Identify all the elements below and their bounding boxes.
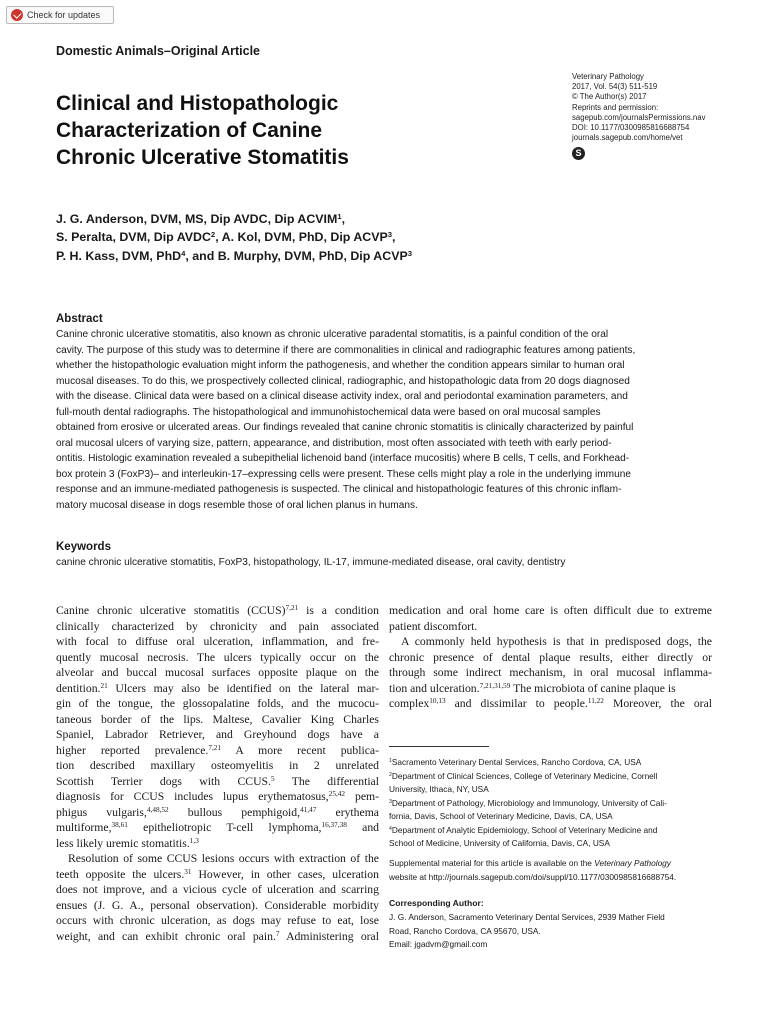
text-run: Resolution of some CCUS lesions occurs with extraction of the <box>68 852 379 865</box>
citation-superscript: 5 <box>270 774 275 783</box>
text-run: weight, and can exhibit chronic oral pain. <box>56 929 276 943</box>
text-run: taneous border of the lips. Maltese, Cavalier King Charles <box>56 712 379 726</box>
body-text-line <box>389 696 712 712</box>
text-line <box>389 770 714 784</box>
text-line <box>56 210 616 228</box>
text-run: University, Ithaca, NY, USA <box>389 784 489 794</box>
text-line: J. G. Anderson, Sacramento Veterinary Dental Services, 2939 Mather Field <box>389 912 665 922</box>
body-text-line <box>56 836 379 852</box>
text-line <box>389 824 714 838</box>
body-text-line <box>56 789 379 805</box>
footnote-divider <box>389 746 489 747</box>
text-run: quently mucosal necrosis. The ulcers typically occur on the <box>56 650 379 664</box>
permissions-link[interactable]: sagepub.com/journalsPermissions.nav <box>572 112 706 122</box>
citation-superscript: 16,37,38 <box>321 821 347 830</box>
text-line <box>389 837 714 851</box>
text-run: tion and ulceration. <box>389 681 480 695</box>
body-text-line <box>56 743 379 759</box>
text-run: Administering oral <box>279 929 379 943</box>
text-run: The microbiota of canine plaque is <box>510 681 676 695</box>
reprints-label: Reprints and permission: <box>572 102 659 112</box>
citation-superscript: 7 <box>275 929 280 938</box>
text-run: higher reported prevalence. <box>56 743 209 757</box>
check-circle-icon <box>11 9 23 21</box>
citation-superscript: 11,22 <box>587 697 604 706</box>
title-line: Characterization of Canine <box>56 119 323 142</box>
body-text-line <box>389 650 712 666</box>
text-line: cavity. The purpose of this study was to determine if there are commonalities in clinical and radiographic features among patients, <box>56 344 636 356</box>
text-run: Sacramento Veterinary Dental Services, Rancho Cordova, CA, USA <box>391 757 642 767</box>
body-text-line <box>56 820 379 836</box>
body-text-line <box>56 727 379 743</box>
abstract-text <box>56 327 714 513</box>
text-line <box>56 228 616 246</box>
text-run: , A. Kol, DVM, PhD, Dip ACVP <box>215 230 388 245</box>
text-run: Moreover, the oral <box>603 697 712 710</box>
body-column-right <box>389 603 712 712</box>
citation-superscript: 1 <box>389 758 392 765</box>
journal-info <box>572 72 705 160</box>
text-run: erythema <box>316 805 379 819</box>
text-line: Canine chronic ulcerative stomatitis, also known as chronic ulcerative paradental stomatitis, is a painful condition of the oral <box>56 329 609 340</box>
citation-superscript: 10,13 <box>429 697 446 706</box>
text-run: through some indirect mechanism, in oral mucosal inflamma- <box>389 666 712 679</box>
text-run: epitheliotropic T-cell lymphoma, <box>127 821 322 834</box>
author-list <box>56 210 616 265</box>
text-run: fornia, Davis, School of Veterinary Medicine, Davis, CA, USA <box>389 811 613 821</box>
citation-superscript: 21 <box>100 681 108 690</box>
text-run: tion described maxillary osteomyelitis in 2 unrelated <box>56 759 379 772</box>
journal-volume: 2017, Vol. 54(3) 511-519 <box>572 82 658 92</box>
body-text-line <box>56 665 379 681</box>
citation-superscript: 4 <box>389 825 392 832</box>
text-run: A more recent publica- <box>221 743 379 757</box>
text-run: website at http://journals.sagepub.com/doi/suppl/10.1177/0300985816688754. <box>389 871 677 882</box>
text-run: pem- <box>345 790 380 803</box>
body-text-line <box>56 913 379 929</box>
text-line: whether the histopathologic evaluation might inform the pathogenesis, and whether the condition appears similar to human oral <box>56 360 625 371</box>
article-category: Domestic Animals–Original Article <box>56 44 260 58</box>
text-run: , <box>392 230 396 245</box>
text-line: oral mucosal ulcers of varying size, pattern, appearance, and distribution, most often associated with teeth with early period- <box>56 437 612 449</box>
text-line: mucosal diseases. To do this, we prospectively collected clinical, radiographic, and histopathologic data from 20 dogs diagnosed <box>56 375 630 387</box>
body-text-line <box>389 634 712 650</box>
check-for-updates-badge[interactable] <box>6 6 114 24</box>
body-column-left <box>56 603 379 944</box>
text-run: gin of the tongue, the glossopalatine folds, and the mucocu- <box>56 697 379 710</box>
text-run: ensues (J. G. A., personal observation). Considerable morbidity <box>56 898 379 912</box>
text-line: Email: jgadvm@gmail.com <box>389 939 488 949</box>
text-run: Canine chronic ulcerative stomatitis (CCUS) <box>56 604 286 617</box>
citation-superscript: 4 <box>181 248 186 258</box>
text-run: Department of Clinical Sciences, College of Veterinary Medicine, Cornell <box>391 770 658 781</box>
citation-superscript: 3 <box>387 230 393 240</box>
text-run: is a condition <box>298 604 379 617</box>
text-run: School of Medicine, University of California, Davis, CA, USA <box>389 838 610 848</box>
body-text-line <box>56 634 379 650</box>
text-line <box>389 810 714 824</box>
text-run: and dissimilar to people. <box>445 697 588 710</box>
keywords-text: canine chronic ulcerative stomatitis, FoxP3, histopathology, IL-17, immune-mediated disease, oral cavity, dentistry <box>56 557 566 568</box>
body-text-line <box>389 619 712 635</box>
text-run: However, in other cases, ulceration <box>191 867 379 881</box>
body-text-line <box>56 929 379 945</box>
journal-name: Veterinary Pathology <box>572 72 644 81</box>
body-text-line <box>56 851 379 867</box>
citation-superscript: 38,61 <box>111 821 128 830</box>
body-text-line <box>56 603 379 619</box>
text-line <box>389 871 714 885</box>
text-line <box>56 247 616 265</box>
sage-logo-icon <box>572 147 585 160</box>
body-text-line <box>56 696 379 712</box>
body-text-line <box>56 867 379 883</box>
text-run: Scottish Terrier dogs with CCUS. <box>56 774 271 788</box>
citation-superscript: 3 <box>407 248 413 258</box>
body-text-line <box>56 681 379 697</box>
text-run: with focal to diffuse oral ulceration, inflammation, and fre- <box>56 635 379 648</box>
title-line: Clinical and Histopathologic <box>56 92 339 115</box>
text-line: full-mouth dental radiographs. The histopathological and immunohistochemical data were based on oral mucosal samples <box>56 406 601 418</box>
text-run: The differential <box>274 774 379 788</box>
citation-superscript: 7,21 <box>208 743 222 752</box>
corresponding-author-heading: Corresponding Author: <box>389 898 484 908</box>
body-text-line <box>56 882 379 898</box>
body-text-line <box>56 774 379 790</box>
text-run: S. Peralta, DVM, Dip AVDC <box>56 230 211 245</box>
text-run: less likely uremic stomatitis. <box>56 836 190 850</box>
text-run: , <box>341 212 346 226</box>
text-line: ontitis. Histologic examination revealed a subepithelial lichenoid band (interface mucositis) where B cells, T cells, and Forkhead- <box>56 453 630 464</box>
abstract-heading: Abstract <box>56 313 103 325</box>
text-line: box protein 3 (FoxP3)– and interleukin-17–expressing cells were present. These cells might play a role in the underlying immune <box>56 468 631 480</box>
text-run: complex <box>389 697 430 710</box>
text-run: and <box>346 821 380 834</box>
text-run: medication and oral home care is often difficult due to extreme <box>389 604 712 617</box>
article-title <box>56 90 526 171</box>
body-text-line <box>56 619 379 635</box>
text-run: diagnosis for CCUS includes lupus erythematosus, <box>56 790 329 803</box>
text-line: with the disease. Clinical data were based on a clinical disease activity index, oral and periodontal examination parameters, and <box>56 391 628 402</box>
title-line: Chronic Ulcerative Stomatitis <box>56 146 349 169</box>
text-line: matory mucosal disease in dogs resemble those of oral lichen planus in humans. <box>56 499 418 511</box>
citation-superscript: 25,42 <box>328 790 346 799</box>
copyright: © The Author(s) 2017 <box>572 92 647 102</box>
text-run: dentition. <box>56 681 101 695</box>
text-run: bullous pemphigoid, <box>168 805 301 819</box>
text-line: obtained from erosive or ulcerated areas. Our findings revealed that canine chronic stomatitis is clinically characterized by painful <box>56 422 634 433</box>
text-run: , and B. Murphy, DVM, PhD, Dip ACVP <box>185 248 408 263</box>
text-run: Department of Pathology, Microbiology and Immunology, University of Cali- <box>391 797 667 808</box>
text-line <box>389 783 714 797</box>
doi[interactable]: DOI: 10.1177/0300985816688754 <box>572 123 690 133</box>
text-run: clinically characterized by chronicity and pain associated <box>56 619 379 633</box>
citation-superscript: 1,3 <box>189 836 199 845</box>
text-run: Ulcers may also be identified on the lateral mar- <box>107 681 379 695</box>
text-line <box>389 756 714 770</box>
body-text-line <box>389 681 712 697</box>
body-text-line <box>389 603 712 619</box>
text-run: multiforme, <box>56 821 112 834</box>
citation-superscript: 2 <box>210 230 216 240</box>
text-run: chronic presence of dental plaque results, either directly or <box>389 650 712 664</box>
text-run: does not improve, and a vicious cycle of ulceration and scarring <box>56 883 379 896</box>
text-run: patient discomfort. <box>389 619 478 633</box>
text-run: phigus vulgaris, <box>56 805 147 819</box>
affiliations <box>389 756 714 851</box>
text-line: Road, Rancho Cordova, CA 95670, USA. <box>389 925 541 936</box>
journal-home-link[interactable]: journals.sagepub.com/home/vet <box>572 133 683 143</box>
text-run: Supplemental material for this article is available on the <box>389 858 595 868</box>
text-run: alveolar and buccal mucosal surfaces opposite plaque on the <box>56 666 379 679</box>
supplemental-note <box>389 857 714 884</box>
citation-superscript: 1 <box>337 211 342 221</box>
keywords-heading: Keywords <box>56 541 111 553</box>
body-text-line <box>389 665 712 681</box>
citation-superscript: 4,48,52 <box>146 805 169 814</box>
text-run: P. H. Kass, DVM, PhD <box>56 248 182 263</box>
text-line: response and an immune-mediated pathogenesis is suspected. The clinical and histopathologic features of this chronic inflam- <box>56 484 622 495</box>
citation-superscript: 7,21,31,59 <box>479 681 511 690</box>
text-run: Department of Analytic Epidemiology, School of Veterinary Medicine and <box>391 824 658 835</box>
text-run: occurs with chronic ulceration, as dogs may refuse to eat, lose <box>56 914 379 927</box>
citation-superscript: 2 <box>389 771 392 778</box>
body-text-line <box>56 898 379 914</box>
corresponding-author-details <box>389 911 714 952</box>
body-text-line <box>56 758 379 774</box>
body-text-line <box>56 650 379 666</box>
citation-superscript: 31 <box>184 867 192 876</box>
text-run: Spaniel, Labrador Retriever, and Greyhound dogs have a <box>56 728 379 741</box>
citation-superscript: 3 <box>389 798 392 805</box>
body-text-line <box>56 712 379 728</box>
body-text-line <box>56 805 379 821</box>
text-run: teeth opposite the ulcers. <box>56 867 185 881</box>
citation-superscript: 41,47 <box>300 805 317 814</box>
check-for-updates-label: Check for updates <box>27 10 101 20</box>
text-run: J. G. Anderson, DVM, MS, Dip AVDC, Dip ACVIM <box>56 212 338 226</box>
citation-superscript: 7,21 <box>285 604 299 613</box>
italic-text: Veterinary Pathology <box>594 858 671 868</box>
text-line <box>389 797 714 811</box>
text-run: A commonly held hypothesis is that in predisposed dogs, the <box>401 635 712 648</box>
text-line <box>389 857 714 871</box>
